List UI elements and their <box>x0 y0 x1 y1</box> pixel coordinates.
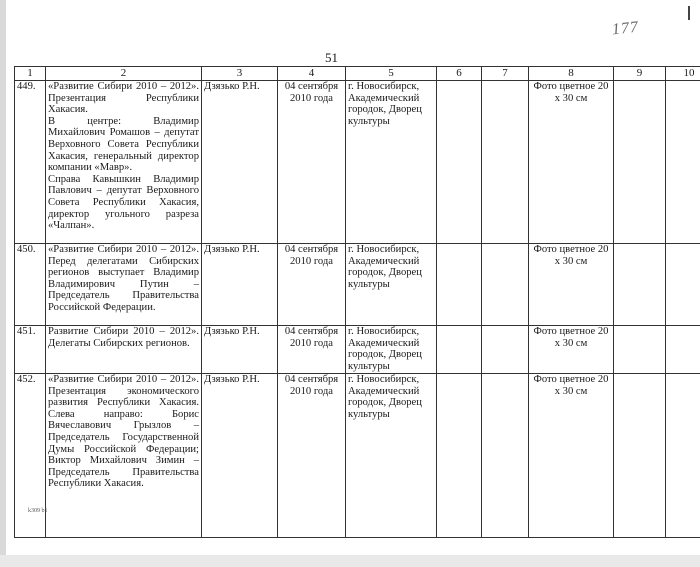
record-author: Дзязько Р.Н. <box>202 326 278 374</box>
empty-cell <box>437 326 482 374</box>
scan-edge-shadow <box>0 0 6 567</box>
record-place: г. Новосибирск, Академический городок, Дворец культуры <box>346 326 437 374</box>
description-paragraph: «Развитие Сибири 2010 – 2012». Перед делегатами Сибирских регионов выступает Владимир Владимирович Путин – Председатель Правительства Российской Федерации. <box>48 244 199 313</box>
record-format: Фото цветное 20 х 30 см <box>529 244 614 326</box>
table-row <box>15 326 700 374</box>
column-header: 1 <box>15 67 46 81</box>
empty-cell <box>482 374 529 538</box>
record-number: 452. <box>15 374 46 538</box>
record-date: 04 сентября 2010 года <box>278 244 346 326</box>
empty-cell <box>666 374 700 538</box>
record-description <box>46 81 202 244</box>
column-header: 5 <box>346 67 437 81</box>
column-number-row <box>15 67 700 81</box>
record-format: Фото цветное 20 х 30 см <box>529 326 614 374</box>
record-author: Дзязько Р.Н. <box>202 374 278 538</box>
description-paragraph: Справа Кавышкин Владимир Павлович – депутат Верховного Совета Республики Хакасия, директор угольного разреза «Чалпан». <box>48 173 199 232</box>
table-row <box>15 244 700 326</box>
record-number: 449. <box>15 81 46 244</box>
record-place: г. Новосибирск, Академический городок, Дворец культуры <box>346 81 437 244</box>
empty-cell <box>482 244 529 326</box>
column-header: 9 <box>614 67 666 81</box>
column-header: 10 <box>666 67 700 81</box>
record-format: Фото цветное 20 х 30 см <box>529 81 614 244</box>
empty-cell <box>437 81 482 244</box>
empty-cell <box>614 244 666 326</box>
table-row <box>15 374 700 538</box>
record-description <box>46 374 202 538</box>
column-header: 8 <box>529 67 614 81</box>
empty-cell <box>437 244 482 326</box>
description-paragraph: В центре: Владимир Михайлович Ромашов – депутат Верховного Совета Республики Хакасия, генеральный директор компании «Мавр». <box>48 115 199 174</box>
description-paragraph: «Развитие Сибири 2010 – 2012». Презентация Республики Хакасия. <box>48 81 199 116</box>
empty-cell <box>666 326 700 374</box>
record-date: 04 сентября 2010 года <box>278 374 346 538</box>
empty-cell <box>666 81 700 244</box>
record-date: 04 сентября 2010 года <box>278 326 346 374</box>
column-header: 6 <box>437 67 482 81</box>
handwritten-folio-number: 177 <box>611 18 640 39</box>
page-number: 51 <box>325 50 338 65</box>
record-date: 04 сентября 2010 года <box>278 81 346 244</box>
empty-cell <box>437 374 482 538</box>
record-number: 450. <box>15 244 46 326</box>
description-paragraph: «Развитие Сибири 2010 – 2012». Презентация экономического развития Республики Хакасия. Слева направо: Борис Вячеславович Грызлов – Председатель Государственной Думы Российской Федерации; Виктор Михайлович Зимин – Председатель Правительства Республики Хакасия. <box>48 374 199 490</box>
register-table <box>14 66 700 538</box>
record-description <box>46 326 202 374</box>
column-header: 4 <box>278 67 346 81</box>
empty-cell <box>482 326 529 374</box>
empty-cell <box>614 81 666 244</box>
record-author: Дзязько Р.Н. <box>202 244 278 326</box>
record-place: г. Новосибирск, Академический городок, Дворец культуры <box>346 244 437 326</box>
record-description <box>46 244 202 326</box>
record-format: Фото цветное 20 х 30 см <box>529 374 614 538</box>
empty-cell <box>666 244 700 326</box>
record-number: 451. <box>15 326 46 374</box>
column-header: 2 <box>46 67 202 81</box>
archive-footnote: k309 b1 <box>28 508 48 514</box>
table-row <box>15 81 700 244</box>
empty-cell <box>614 374 666 538</box>
corner-mark <box>688 6 690 20</box>
scan-bottom-shade <box>0 555 700 567</box>
column-header: 3 <box>202 67 278 81</box>
empty-cell <box>482 81 529 244</box>
empty-cell <box>614 326 666 374</box>
record-place: г. Новосибирск, Академический городок, Дворец культуры <box>346 374 437 538</box>
description-paragraph: Развитие Сибири 2010 – 2012». Делегаты Сибирских регионов. <box>48 326 199 349</box>
record-author: Дзязько Р.Н. <box>202 81 278 244</box>
column-header: 7 <box>482 67 529 81</box>
